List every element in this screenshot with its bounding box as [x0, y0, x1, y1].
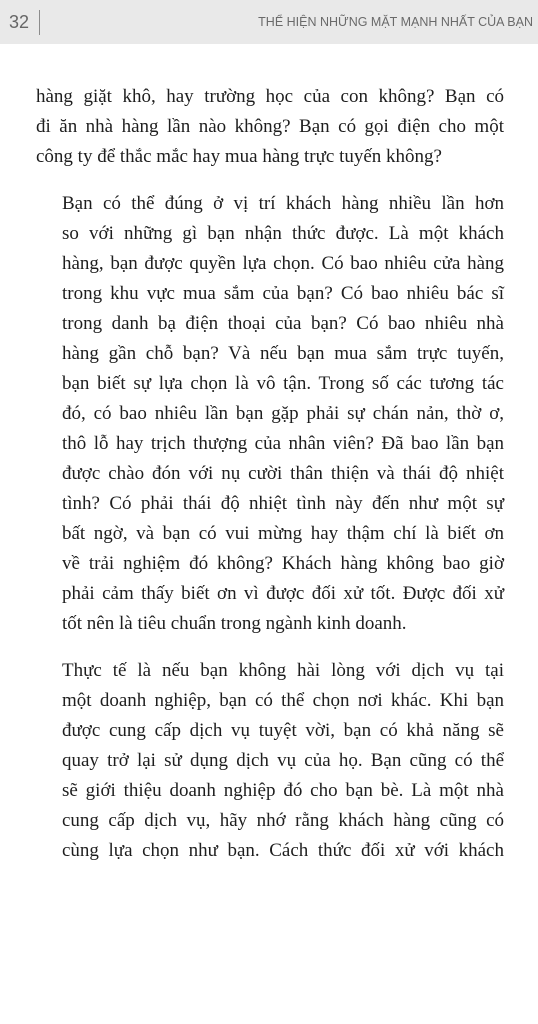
text-line: trong khu vực mua sắm của bạn? Có bao nhiêu bác sĩ — [62, 283, 504, 304]
text-line: được chào đón với nụ cười thân thiện và thái độ nhiệt — [62, 463, 504, 484]
text-line: Bạn có thể đúng ở vị trí khách hàng nhiều lần hơn — [62, 193, 504, 214]
text-line: đó, có bao nhiêu lần bạn gặp phải sự chán nản, thờ ơ, — [62, 403, 504, 424]
text-line: được cung cấp dịch vụ tuyệt vời, bạn có khả năng sẽ — [62, 720, 504, 741]
text-line: phải cảm thấy biết ơn vì được đối xử tốt. Được đối xử — [62, 583, 504, 604]
text-line: hàng, bạn được quyền lựa chọn. Có bao nhiêu cửa hàng — [62, 253, 504, 274]
text-line: tốt nên là tiêu chuẩn trong ngành kinh doanh. — [62, 613, 407, 634]
paragraph-continued — [36, 82, 504, 172]
text-line: sẽ giới thiệu doanh nghiệp đó cho bạn bè. Là một nhà — [62, 780, 504, 801]
page-body — [36, 82, 504, 883]
text-line: công ty để thắc mắc hay mua hàng trực tuyến không? — [36, 146, 442, 167]
text-line: hàng gần chỗ bạn? Và nếu bạn mua sắm trực tuyến, — [62, 343, 504, 364]
text-line: cùng lựa chọn như bạn. Cách thức đối xử với khách — [62, 840, 504, 861]
text-line: một doanh nghiệp, bạn có thể chọn nơi khác. Khi bạn — [62, 690, 504, 711]
text-line: về trải nghiệm đó không? Khách hàng không bao giờ — [62, 553, 504, 574]
paragraph — [36, 656, 504, 866]
text-line: hàng giặt khô, hay trường học của con không? Bạn có — [36, 86, 504, 107]
text-line: trong danh bạ điện thoại của bạn? Có bao nhiêu nhà — [62, 313, 504, 334]
text-line: bạn biết sự lựa chọn là vô tận. Trong số các tương tác — [62, 373, 504, 394]
text-line: bất ngờ, và bạn có vui mừng hay thậm chí là biết ơn — [62, 523, 504, 544]
text-line: thô lỗ hay trịch thượng của nhân viên? Đã bao lần bạn — [62, 433, 504, 454]
page-number: 32 — [9, 12, 30, 32]
text-line: cung cấp dịch vụ, hãy nhớ rằng khách hàng cũng có — [62, 810, 504, 831]
header-divider — [39, 10, 40, 35]
text-line: quay trở lại sử dụng dịch vụ của họ. Bạn cũng có thể — [62, 750, 504, 771]
text-line: đi ăn nhà hàng lần nào không? Bạn có gọi điện cho một — [36, 116, 504, 137]
running-title: THỂ HIỆN NHỮNG MẶT MẠNH NHẤT CỦA BẠN — [258, 15, 533, 29]
text-line: so với những gì bạn nhận thức được. Là một khách — [62, 223, 504, 244]
text-line: tình? Có phải thái độ nhiệt tình này đến như một sự — [62, 493, 504, 514]
running-header — [0, 0, 538, 44]
text-line: Thực tế là nếu bạn không hài lòng với dịch vụ tại — [62, 660, 504, 681]
paragraph — [36, 189, 504, 639]
